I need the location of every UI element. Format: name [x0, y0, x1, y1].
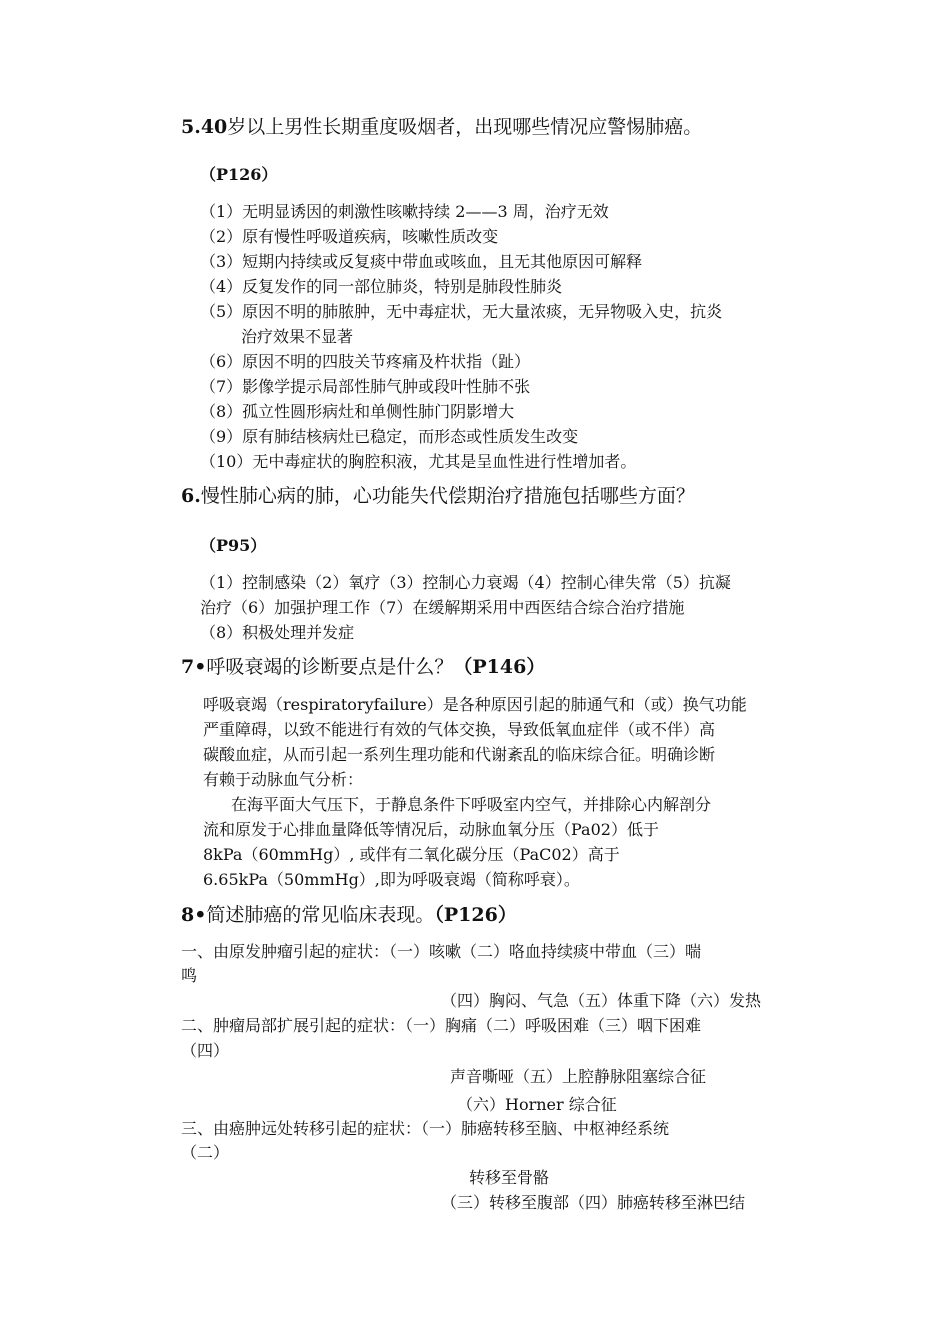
q7-line-4: 有赖于动脉血气分析： — [203, 770, 364, 789]
question-6-heading — [181, 483, 695, 509]
q5-item-1: （1）无明显诱因的刺激性咳嗽持续 2——3 周，治疗无效 — [200, 202, 609, 221]
question-6-number: 6. — [181, 485, 201, 507]
question-8-number: 8• — [181, 904, 207, 926]
q6-line-2: 治疗（6）加强护理工作（7）在缓解期采用中西医结合综合治疗措施 — [200, 598, 685, 617]
question-8-heading — [181, 902, 517, 928]
q5-item-3: （3）短期内持续或反复痰中带血或咳血，且无其他原因可解释 — [200, 252, 643, 271]
question-8-text: 简述肺癌的常见临床表现。 — [206, 904, 435, 926]
q7-line-8: 6.65kPa（50mmHg）,即为呼吸衰竭（简称呼衰）。 — [203, 870, 580, 889]
q7-line-1: 呼吸衰竭（respiratoryfailure）是各种原因引起的肺通气和（或）换气功能 — [203, 695, 747, 714]
question-5-text: 岁以上男性长期重度吸烟者，出现哪些情况应警惕肺癌。 — [227, 116, 703, 138]
q8-line-3: 二、肿瘤局部扩展引起的症状：（一）胸痛（二）呼吸困难（三）咽下困难 — [181, 1016, 702, 1035]
q8-line-4: 声音嘶哑（五）上腔静脉阻塞综合征 — [450, 1067, 707, 1086]
q8-line-1-continued: 鸣 — [181, 966, 198, 985]
question-5-page-ref: （P126） — [200, 165, 278, 184]
q8-line-8: （三）转移至腹部（四）肺癌转移至淋巴结 — [441, 1193, 746, 1212]
q8-line-1: 一、由原发肿瘤引起的症状：（一）咳嗽（二）咯血持续痰中带血（三）喘 — [181, 942, 702, 961]
question-7-heading — [181, 654, 545, 680]
question-7-text: 呼吸衰竭的诊断要点是什么？ — [206, 656, 454, 678]
q7-line-7: 8kPa（60mmHg）, 或伴有二氧化碳分压（PaC02）高于 — [203, 845, 620, 864]
q5-item-9: （9）原有肺结核病灶已稳定，而形态或性质发生改变 — [200, 427, 579, 446]
question-6-page-ref: （P95） — [200, 536, 267, 555]
q7-line-3: 碳酸血症，从而引起一系列生理功能和代谢紊乱的临床综合征。明确诊断 — [203, 745, 716, 764]
q5-item-7: （7）影像学提示局部性肺气肿或段叶性肺不张 — [200, 377, 531, 396]
question-6-text: 慢性肺心病的肺，心功能失代偿期治疗措施包括哪些方面？ — [200, 485, 695, 507]
q7-line-5: 在海平面大气压下，于静息条件下呼吸室内空气，并排除心内解剖分 — [231, 795, 712, 814]
q8-line-5: （六）Horner 综合征 — [457, 1095, 617, 1114]
q7-line-6: 流和原发于心排血量降低等情况后，动脉血氧分压（Pa02）低于 — [203, 820, 659, 839]
q6-line-1: （1）控制感染（2）氧疗（3）控制心力衰竭（4）控制心律失常（5）抗凝 — [200, 573, 731, 592]
q6-line-3: （8）积极处理并发症 — [200, 623, 355, 642]
q5-item-5-continued: 治疗效果不显著 — [241, 327, 354, 346]
q5-item-6: （6）原因不明的四肢关节疼痛及杵状指（趾） — [200, 352, 531, 371]
q5-item-10: （10）无中毒症状的胸腔积液，尤其是呈血性进行性增加者。 — [200, 452, 637, 471]
q8-line-6: 三、由癌肿远处转移引起的症状：（一）肺癌转移至脑、中枢神经系统 — [181, 1119, 670, 1138]
q8-line-3-continued: （四） — [181, 1041, 230, 1060]
question-7-page-ref: （P146） — [453, 656, 546, 678]
q5-item-8: （8）孤立性圆形病灶和单侧性肺门阴影增大 — [200, 402, 515, 421]
question-5-heading — [181, 114, 702, 140]
q8-line-6-continued: （二） — [181, 1143, 230, 1162]
q5-item-5: （5）原因不明的肺脓肿，无中毒症状，无大量浓痰，无异物吸入史，抗炎 — [200, 302, 723, 321]
q5-item-2: （2）原有慢性呼吸道疾病，咳嗽性质改变 — [200, 227, 499, 246]
question-8-page-ref: （P126） — [434, 904, 517, 926]
q7-line-2: 严重障碍，以致不能进行有效的气体交换，导致低氧血症伴（或不伴）高 — [203, 720, 716, 739]
q5-item-4: （4）反复发作的同一部位肺炎，特别是肺段性肺炎 — [200, 277, 563, 296]
q8-line-2: （四）胸闷、气急（五）体重下降（六）发热 — [441, 991, 762, 1010]
q8-line-7: 转移至骨骼 — [469, 1168, 550, 1187]
question-5-number: 5.40 — [181, 116, 228, 138]
question-7-number: 7• — [181, 656, 207, 678]
